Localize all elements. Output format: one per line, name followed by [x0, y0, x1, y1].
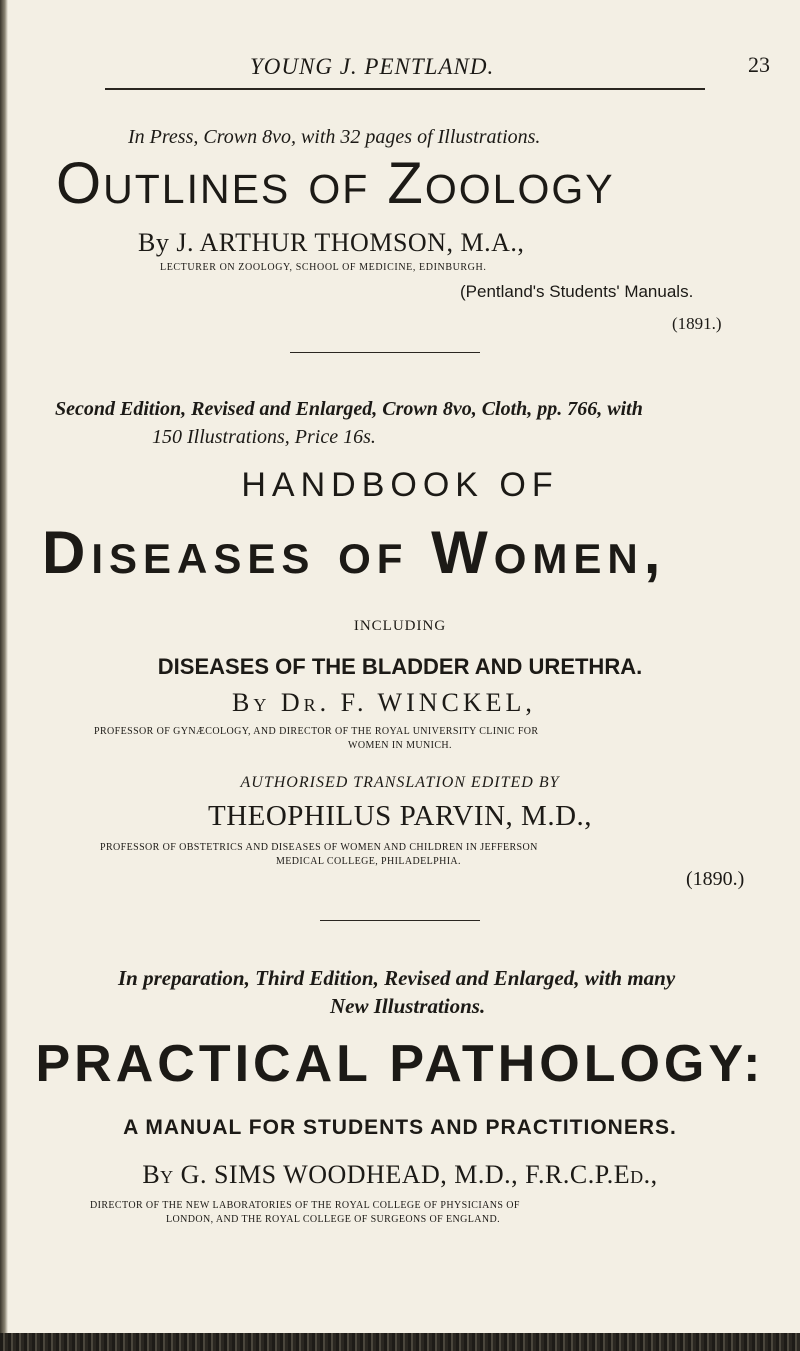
- book2-editor-role-line2: MEDICAL COLLEGE, PHILADELPHIA.: [276, 856, 461, 867]
- book2-translation-note: AUTHORISED TRANSLATION EDITED BY: [240, 774, 560, 791]
- book1-author: By J. ARTHUR THOMSON, M.A.,: [138, 228, 525, 257]
- book2-title-line1: HANDBOOK OF: [241, 466, 559, 504]
- book2-year: (1890.): [686, 868, 745, 890]
- book2-author-role-line2: WOMEN IN MUNICH.: [348, 740, 452, 751]
- running-header-title: YOUNG J. PENTLAND.: [250, 54, 495, 79]
- book2-announcement-line1: Second Edition, Revised and Enlarged, Crown 8vo, Cloth, pp. 766, with: [55, 398, 643, 420]
- page-number: 23: [748, 52, 770, 77]
- book3-announcement-line1: In preparation, Third Edition, Revised and Enlarged, with many: [118, 966, 676, 990]
- book2-editor: THEOPHILUS PARVIN, M.D.,: [207, 800, 593, 832]
- section-divider-2: [320, 920, 480, 921]
- book2-title-line2: Diseases of Women,: [42, 519, 667, 586]
- book3-author-role-line2: LONDON, AND THE ROYAL COLLEGE OF SURGEONS OF ENGLAND.: [166, 1214, 500, 1225]
- book1-author-role: LECTURER ON ZOOLOGY, SCHOOL OF MEDICINE, EDINBURGH.: [160, 262, 487, 273]
- book2-announcement-line2: 150 Illustrations, Price 16s.: [152, 426, 376, 448]
- book1-series: (Pentland's Students' Manuals.: [460, 282, 694, 301]
- section-divider-1: [290, 352, 480, 353]
- book2-author-role-line1: PROFESSOR OF GYNÆCOLOGY, AND DIRECTOR OF THE ROYAL UNIVERSITY CLINIC FOR: [94, 726, 539, 737]
- book2-subtitle: DISEASES OF THE BLADDER AND URETHRA.: [157, 654, 643, 679]
- book3-title: PRACTICAL PATHOLOGY:: [35, 1035, 765, 1093]
- book3-author-role-line1: DIRECTOR OF THE NEW LABORATORIES OF THE ROYAL COLLEGE OF PHYSICIANS OF: [90, 1200, 520, 1211]
- book3-author: By G. SIMS WOODHEAD, M.D., F.R.C.P.Ed.,: [142, 1160, 658, 1189]
- book1-year: (1891.): [672, 314, 722, 333]
- header-rule: [105, 88, 705, 90]
- book1-announcement: In Press, Crown 8vo, with 32 pages of Illustrations.: [128, 126, 541, 148]
- book2-including: INCLUDING: [353, 618, 447, 634]
- book3-announcement-line2: New Illustrations.: [330, 994, 486, 1018]
- book1-title: Outlines of Zoology: [56, 151, 615, 216]
- page-edge-strip: [0, 1333, 800, 1351]
- book2-author: By Dr. F. WINCKEL,: [232, 688, 536, 717]
- book3-subtitle: A MANUAL FOR STUDENTS AND PRACTITIONERS.: [123, 1116, 677, 1139]
- book2-editor-role-line1: PROFESSOR OF OBSTETRICS AND DISEASES OF WOMEN AND CHILDREN IN JEFFERSON: [100, 842, 538, 853]
